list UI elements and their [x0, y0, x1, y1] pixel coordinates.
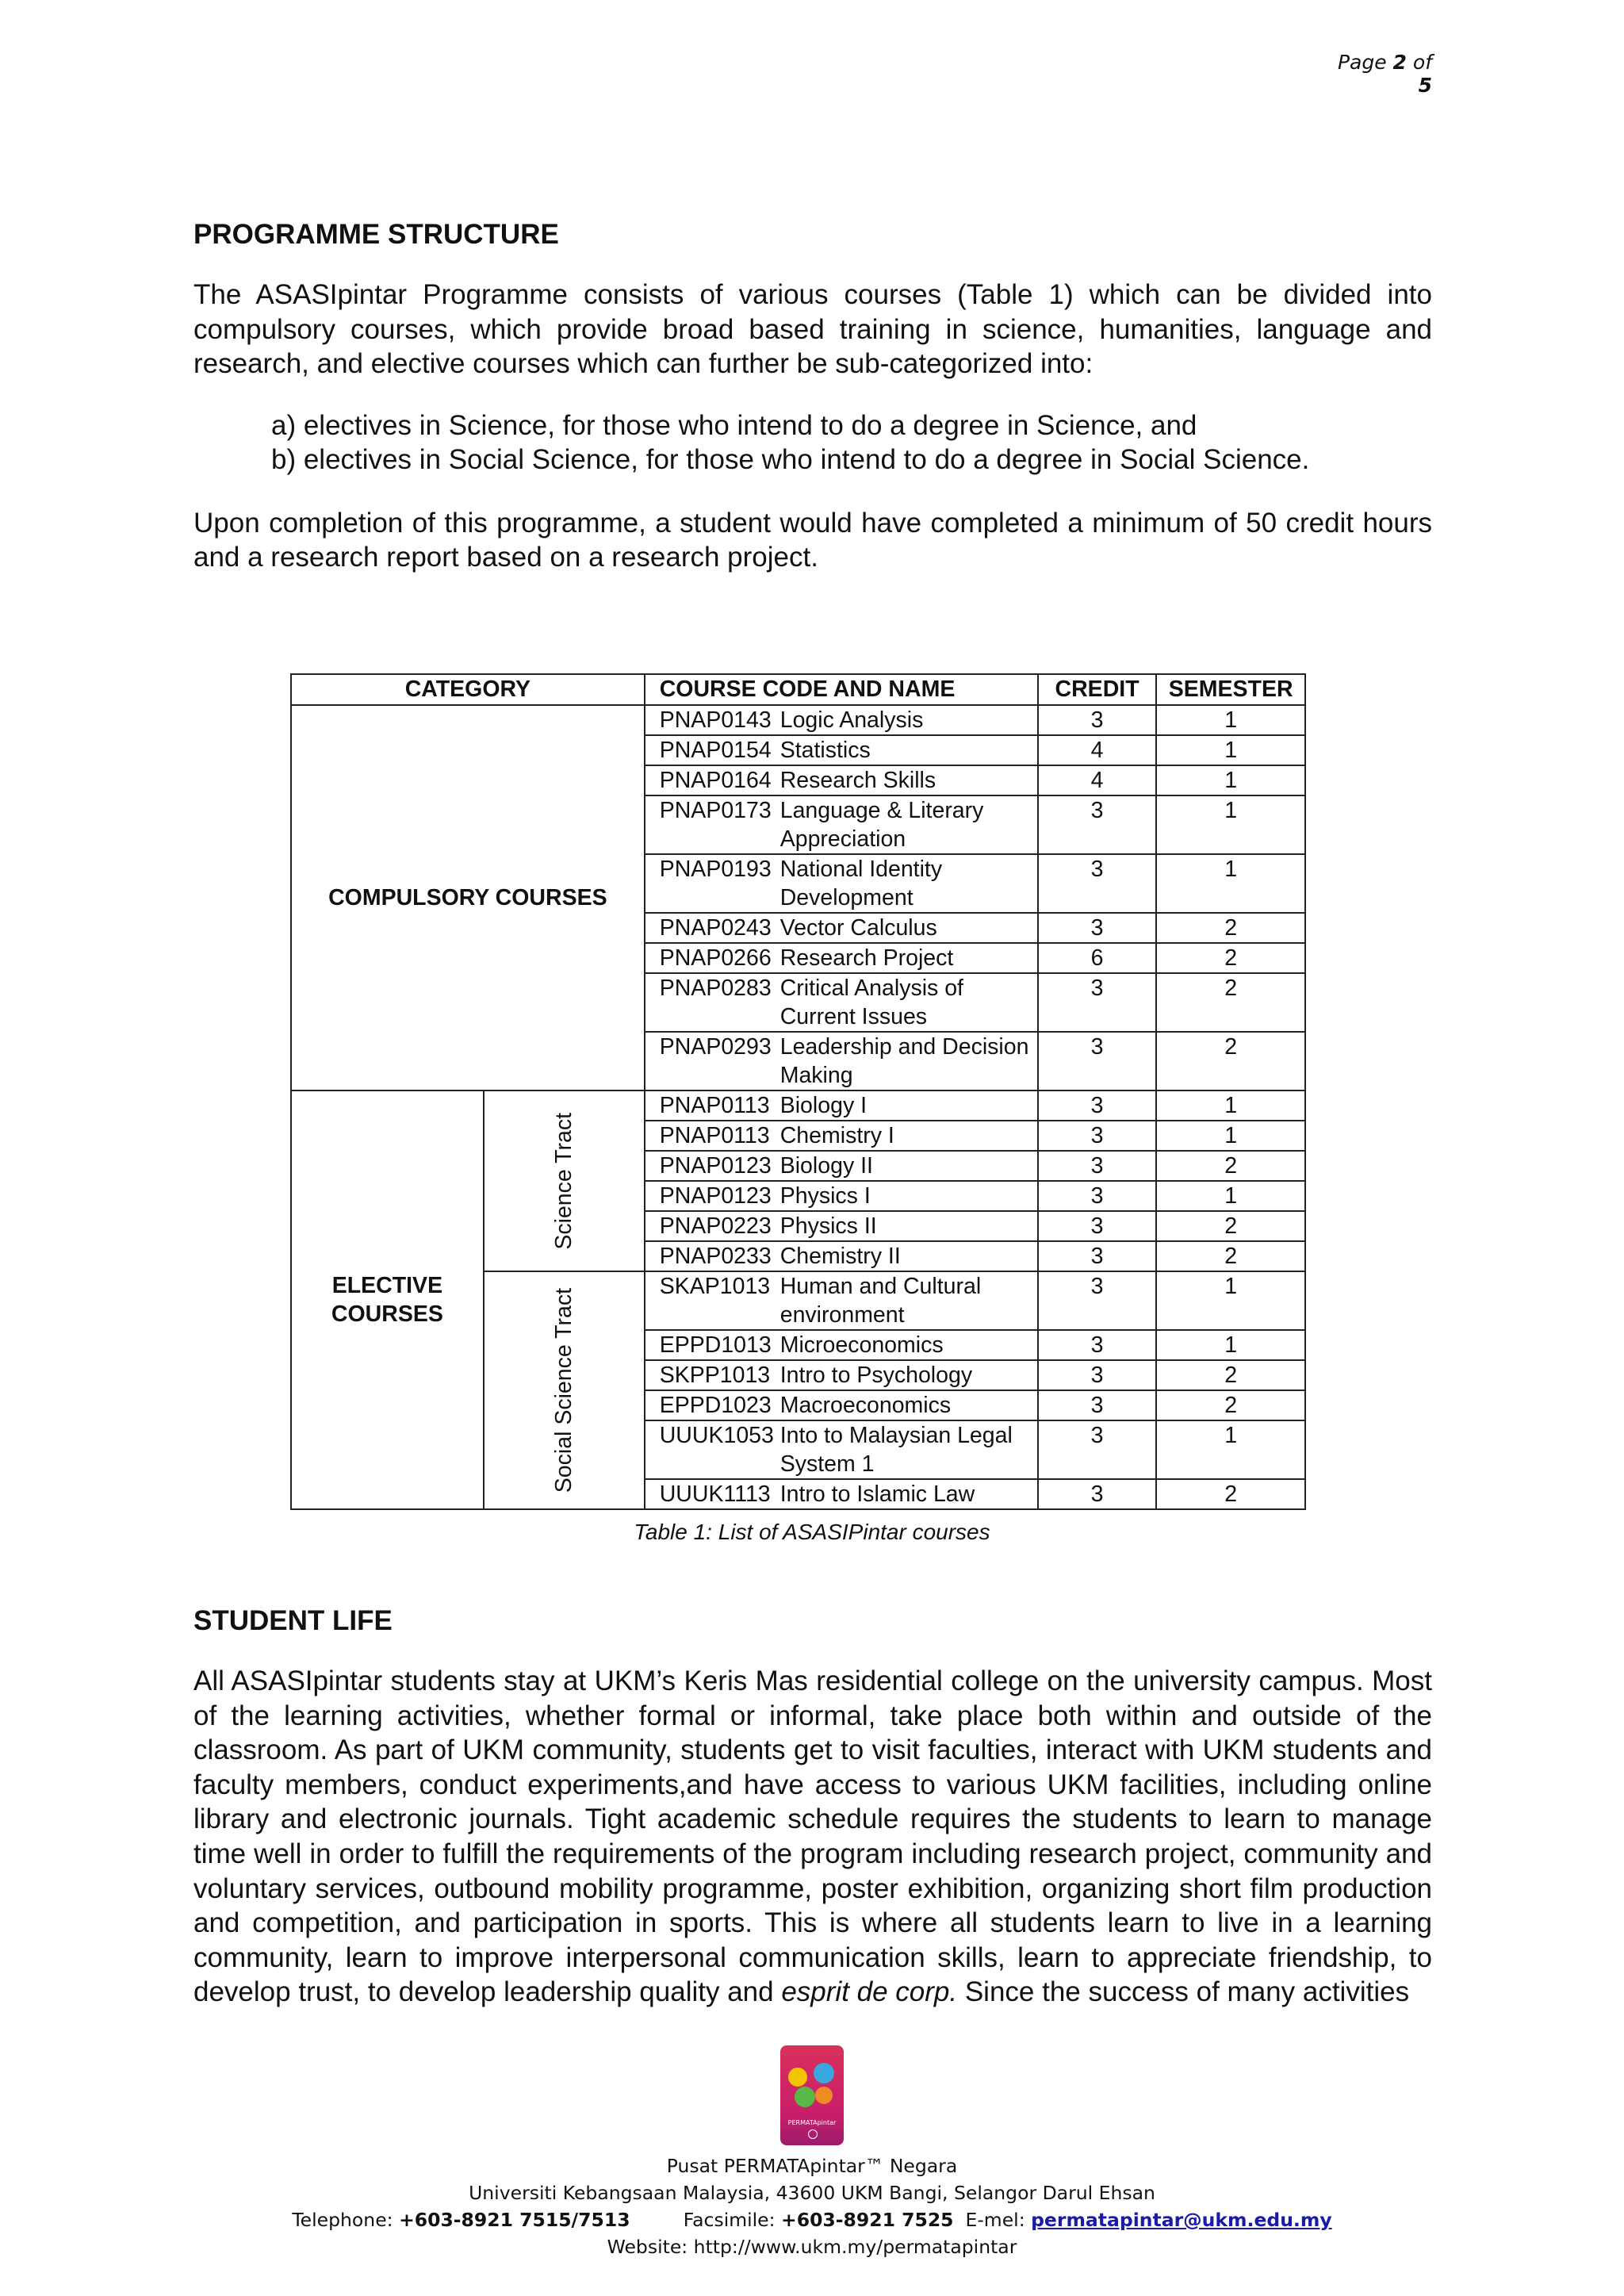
header-semester: SEMESTER [1156, 674, 1305, 705]
course-cell [645, 795, 1038, 854]
semester-cell: 1 [1156, 735, 1305, 765]
course-name: Vector Calculus [779, 915, 937, 941]
permatapintar-logo [780, 2045, 844, 2145]
programme-heading: PROGRAMME STRUCTURE [193, 219, 559, 250]
semester-cell: 2 [1156, 1360, 1305, 1390]
course-cell [645, 1479, 1038, 1509]
course-code: PNAP0143 [659, 707, 772, 733]
header-course: COURSE CODE AND NAME [645, 674, 1038, 705]
course-name: Intro to Psychology [779, 1363, 973, 1388]
semester-cell: 2 [1156, 1032, 1305, 1091]
course-code: EPPD1023 [659, 1393, 772, 1418]
header-credit: CREDIT [1038, 674, 1157, 705]
course-name: Chemistry I [779, 1123, 894, 1148]
course-cell [645, 1121, 1038, 1151]
category-elective [291, 1091, 484, 1509]
credit-cell: 3 [1038, 1032, 1157, 1091]
semester-cell: 2 [1156, 913, 1305, 943]
course-cell [645, 705, 1038, 735]
semester-cell: 1 [1156, 765, 1305, 795]
course-cell [645, 1032, 1038, 1091]
credit-cell: 4 [1038, 735, 1157, 765]
footer-contact: Telephone: +603-8921 7515/7513 Facsimile: +603-8921 7525 E-mel: permatapintar@ukm.edu.my [292, 2209, 1332, 2231]
list-item: a) electives in Science, for those who intend to do a degree in Science, and [271, 409, 1197, 441]
semester-cell: 2 [1156, 943, 1305, 973]
course-cell [645, 913, 1038, 943]
course-cell [645, 943, 1038, 973]
table-row [291, 705, 1305, 735]
footer [0, 2152, 1624, 2260]
semester-cell: 1 [1156, 1330, 1305, 1360]
course-name: Research Project [779, 945, 954, 971]
student-life-section [193, 1599, 1432, 2010]
course-name: National Identity Development [779, 857, 943, 910]
credit-cell: 3 [1038, 1420, 1157, 1479]
logo-text: PERMATApintar [787, 2119, 837, 2126]
category-compulsory: COMPULSORY COURSES [291, 705, 645, 1091]
course-name: Chemistry II [779, 1244, 901, 1269]
course-name: Research Skills [779, 768, 936, 793]
course-code: PNAP0173 [659, 798, 772, 823]
course-code: SKAP1013 [659, 1274, 771, 1299]
social-tract-label: Social Science Tract [551, 1287, 577, 1493]
course-code: PNAP0154 [659, 738, 772, 763]
course-cell [645, 1330, 1038, 1360]
credit-cell: 3 [1038, 1091, 1157, 1121]
course-code: PNAP0193 [659, 857, 772, 882]
student-life-body: All ASASIpintar students stay at UKM’s Keris Mas residential college on the university campus. Most of the learning activities, whether formal or informal, take place both within and outside of the classroom. As part of UKM community, students get to visit faculties, interact with UKM students and faculty members, conduct experiments,and have access to various UKM facilities, including online library and electronic journals. Tight academic schedule requires the students to learn to manage time well in order to fulfill the requirements of the program including research project, community and voluntary services, outbound mobility programme, poster exhibition, organizing short film production and competition, and participation in sports. This is where all students learn to live in a learning community, learn to improve interpersonal communication skills, learn to appreciate friendship, to develop trust, to develop leadership quality and esprit de corp. Since the success of many activities [193, 1665, 1432, 2008]
credit-cell: 3 [1038, 1390, 1157, 1420]
course-code: SKPP1013 [659, 1363, 771, 1388]
footer-org: Pusat PERMATApintar™ Negara [666, 2155, 958, 2177]
credit-cell: 6 [1038, 943, 1157, 973]
course-cell [645, 765, 1038, 795]
semester-cell: 2 [1156, 1390, 1305, 1420]
course-name: Into to Malaysian Legal System 1 [779, 1423, 1013, 1477]
footer-website: Website: http://www.ukm.my/permatapintar [607, 2236, 1017, 2258]
semester-cell: 2 [1156, 1211, 1305, 1241]
semester-cell: 2 [1156, 973, 1305, 1032]
page-number: Page 2 of 5 [1337, 51, 1432, 97]
course-name: Intro to Islamic Law [779, 1481, 975, 1507]
course-cell [645, 735, 1038, 765]
course-code: EPPD1013 [659, 1332, 772, 1358]
semester-cell: 1 [1156, 1271, 1305, 1330]
course-code: PNAP0123 [659, 1183, 772, 1209]
course-cell [645, 1390, 1038, 1420]
semester-cell: 2 [1156, 1241, 1305, 1271]
course-name: Language & Literary Appreciation [779, 798, 984, 852]
course-code: PNAP0223 [659, 1213, 772, 1239]
course-code: PNAP0113 [659, 1123, 770, 1148]
semester-cell: 1 [1156, 1181, 1305, 1211]
course-name: Biology II [779, 1153, 873, 1179]
course-name: Statistics [779, 738, 871, 763]
footer-address: Universiti Kebangsaan Malaysia, 43600 UKM Bangi, Selangor Darul Ehsan [469, 2182, 1155, 2204]
course-code: PNAP0164 [659, 768, 772, 793]
course-name: Critical Analysis of Current Issues [779, 976, 963, 1029]
semester-cell: 1 [1156, 705, 1305, 735]
course-code: PNAP0293 [659, 1034, 772, 1060]
table-caption: Table 1: List of ASASIPintar courses [634, 1520, 990, 1544]
programme-intro: The ASASIpintar Programme consists of various courses (Table 1) which can be divided into compulsory courses, which provide broad based training in science, humanities, language and research, and elective courses which can further be sub-categorized into: [193, 279, 1432, 379]
credit-cell: 3 [1038, 973, 1157, 1032]
course-name: Human and Cultural environment [779, 1274, 982, 1328]
course-code: UUUK1113 [659, 1481, 771, 1507]
course-cell [645, 1151, 1038, 1181]
course-name: Biology I [779, 1093, 868, 1118]
course-code: PNAP0113 [659, 1093, 770, 1118]
elective-label-line2: COURSES [331, 1301, 443, 1327]
course-table-wrapper [290, 673, 1306, 1510]
credit-cell: 3 [1038, 1330, 1157, 1360]
elective-list [193, 408, 1432, 477]
course-code: PNAP0266 [659, 945, 772, 971]
credit-cell: 3 [1038, 1121, 1157, 1151]
course-code: UUUK1053 [659, 1423, 774, 1448]
course-name: Leadership and Decision Making [779, 1034, 1029, 1088]
course-cell [645, 854, 1038, 913]
course-cell [645, 1360, 1038, 1390]
semester-cell: 1 [1156, 854, 1305, 913]
student-life-heading: STUDENT LIFE [193, 1605, 393, 1636]
list-item: b) electives in Social Science, for those who intend to do a degree in Social Science. [271, 444, 1310, 475]
course-cell [645, 973, 1038, 1032]
credit-cell: 3 [1038, 705, 1157, 735]
header-category: CATEGORY [291, 674, 645, 705]
credit-cell: 3 [1038, 1271, 1157, 1330]
credit-cell: 3 [1038, 1181, 1157, 1211]
course-name: Macroeconomics [779, 1393, 952, 1418]
semester-cell: 1 [1156, 1420, 1305, 1479]
semester-cell: 1 [1156, 1091, 1305, 1121]
email-link[interactable]: permatapintar@ukm.edu.my [1031, 2209, 1332, 2231]
programme-section [193, 213, 1432, 575]
course-cell [645, 1241, 1038, 1271]
course-name: Physics I [779, 1183, 871, 1209]
science-tract-cell [484, 1091, 645, 1271]
credit-cell: 3 [1038, 1211, 1157, 1241]
programme-completion: Upon completion of this programme, a student would have completed a minimum of 50 credit hours and a research report based on a research project. [193, 507, 1432, 573]
science-tract-label: Science Tract [551, 1112, 577, 1250]
elective-label-line1: ELECTIVE [331, 1273, 443, 1298]
course-cell [645, 1211, 1038, 1241]
credit-cell: 3 [1038, 913, 1157, 943]
course-cell [645, 1181, 1038, 1211]
course-cell [645, 1271, 1038, 1330]
course-code: PNAP0243 [659, 915, 772, 941]
credit-cell: 4 [1038, 765, 1157, 795]
course-cell [645, 1420, 1038, 1479]
course-name: Microeconomics [779, 1332, 944, 1358]
course-cell [645, 1091, 1038, 1121]
credit-cell: 3 [1038, 854, 1157, 913]
semester-cell: 1 [1156, 1121, 1305, 1151]
credit-cell: 3 [1038, 1151, 1157, 1181]
credit-cell: 3 [1038, 1360, 1157, 1390]
credit-cell: 3 [1038, 795, 1157, 854]
credit-cell: 3 [1038, 1479, 1157, 1509]
semester-cell: 2 [1156, 1151, 1305, 1181]
table-row [291, 1091, 1305, 1121]
credit-cell: 3 [1038, 1241, 1157, 1271]
course-table [290, 673, 1306, 1510]
semester-cell: 1 [1156, 795, 1305, 854]
course-name: Logic Analysis [779, 707, 924, 733]
course-code: PNAP0233 [659, 1244, 772, 1269]
semester-cell: 2 [1156, 1479, 1305, 1509]
course-code: PNAP0123 [659, 1153, 772, 1179]
course-code: PNAP0283 [659, 976, 772, 1001]
social-tract-cell [484, 1271, 645, 1509]
course-name: Physics II [779, 1213, 877, 1239]
